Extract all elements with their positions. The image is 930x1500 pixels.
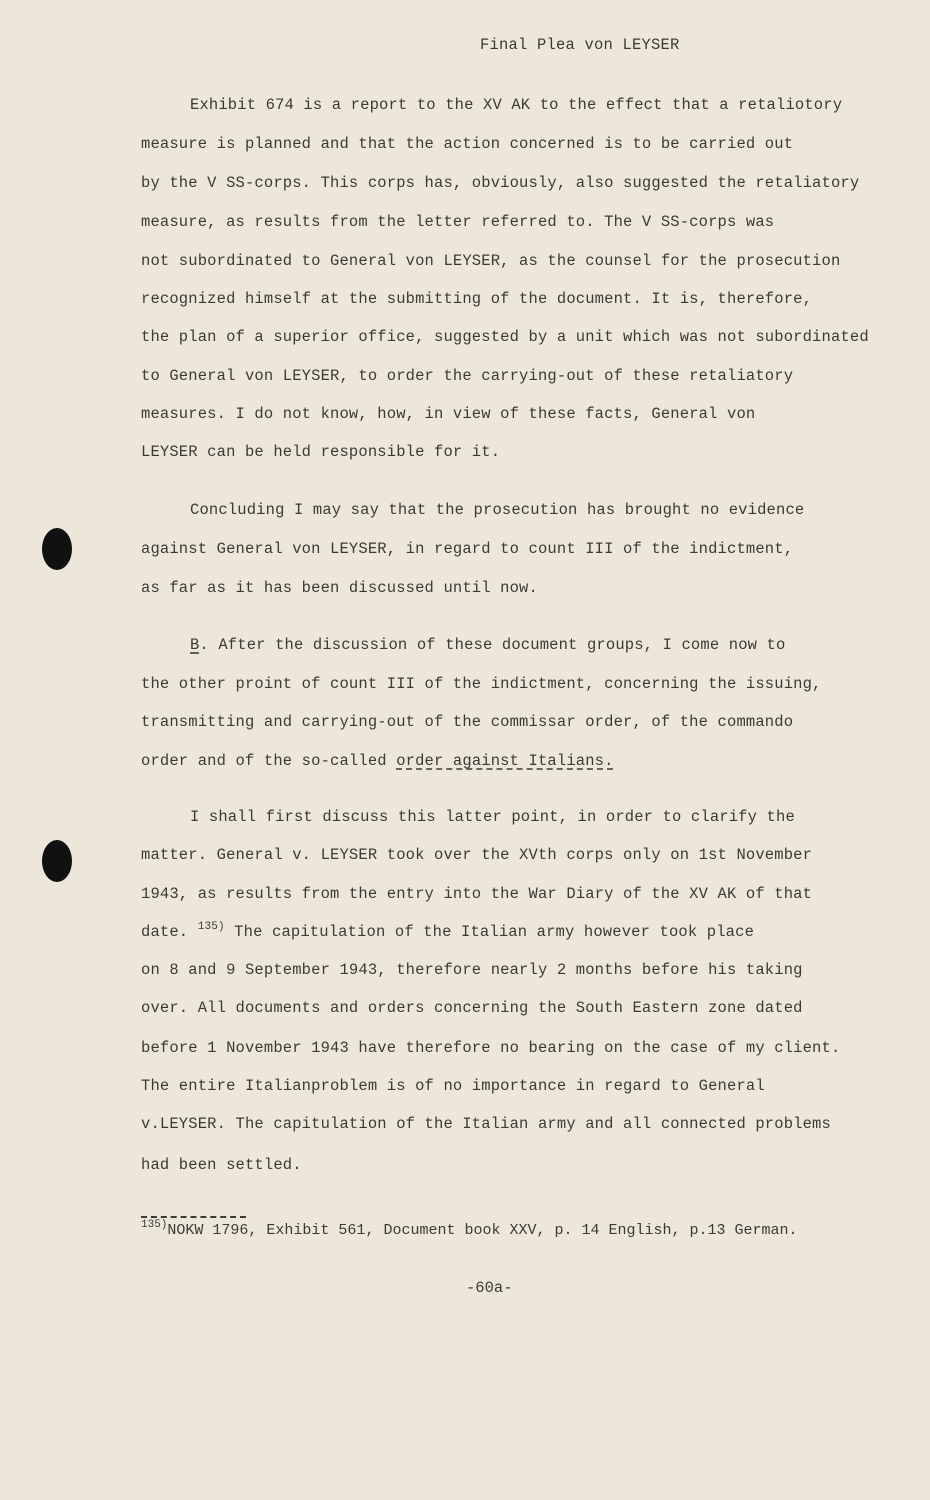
underlined-phrase: order against Italians.: [396, 752, 614, 770]
paragraph-1-line: measures. I do not know, how, in view of these facts, General von: [141, 405, 756, 423]
paragraph-1-line: to General von LEYSER, to order the carrying-out of these retaliatory: [141, 367, 794, 385]
paragraph-3-line: the other proint of count III of the indictment, concerning the issuing,: [141, 675, 822, 693]
paragraph-4-line: I shall first discuss this latter point, in order to clarify the: [190, 808, 795, 826]
page-number: -60a-: [466, 1279, 513, 1297]
paragraph-3-line: B. After the discussion of these document groups, I come now to: [190, 636, 786, 654]
paragraph-2-line: against General von LEYSER, in regard to count III of the indictment,: [141, 540, 794, 558]
paragraph-4-line: v.LEYSER. The capitulation of the Italian army and all connected problems: [141, 1115, 831, 1133]
punch-hole-bottom: [42, 840, 72, 882]
paragraph-3-line: order and of the so-called order against Italians.: [141, 752, 614, 770]
footnote-text: NOKW 1796, Exhibit 561, Document book XXV, p. 14 English, p.13 German.: [167, 1222, 798, 1239]
paragraph-2-line: Concluding I may say that the prosecution has brought no evidence: [190, 501, 805, 519]
paragraph-1-line: the plan of a superior office, suggested by a unit which was not subordinated: [141, 328, 869, 346]
paragraph-3-line: transmitting and carrying-out of the commissar order, of the commando: [141, 713, 794, 731]
paragraph-4-line: on 8 and 9 September 1943, therefore nearly 2 months before his taking: [141, 961, 803, 979]
paragraph-4-line: matter. General v. LEYSER took over the XVth corps only on 1st November: [141, 846, 813, 864]
paragraph-4-line: The entire Italianproblem is of no importance in regard to General: [141, 1077, 765, 1095]
paragraph-4-line: had been settled.: [141, 1156, 302, 1174]
footnote-divider: [141, 1216, 246, 1218]
paragraph-1-line: by the V SS-corps. This corps has, obviously, also suggested the retaliatory: [141, 174, 860, 192]
paragraph-1-line: recognized himself at the submitting of the document. It is, therefore,: [141, 290, 813, 308]
paragraph-2-line: as far as it has been discussed until now.: [141, 579, 538, 597]
footnote-reference: 135): [197, 921, 225, 933]
paragraph-1-line: LEYSER can be held responsible for it.: [141, 443, 501, 461]
paragraph-4-line: over. All documents and orders concerning the South Eastern zone dated: [141, 999, 803, 1017]
paragraph-1-line: not subordinated to General von LEYSER, as the counsel for the prosecution: [141, 252, 841, 270]
paragraph-4-line: date. $^{135)}$ The capitulation of the Italian army however took place: [141, 921, 755, 941]
paragraph-1-line: Exhibit 674 is a report to the XV AK to the effect that a retaliotory: [190, 96, 843, 114]
footnote: [141, 1219, 798, 1239]
section-marker: B: [190, 636, 200, 654]
footnote-number: 135): [141, 1219, 168, 1231]
punch-hole-top: [42, 528, 72, 570]
paragraph-4-line: before 1 November 1943 have therefore no bearing on the case of my client.: [141, 1039, 841, 1057]
paragraph-1-line: measure, as results from the letter referred to. The V SS-corps was: [141, 213, 775, 231]
paragraph-4-line: 1943, as results from the entry into the War Diary of the XV AK of that: [141, 885, 813, 903]
page-header: Final Plea von LEYSER: [480, 36, 680, 54]
paragraph-1-line: measure is planned and that the action concerned is to be carried out: [141, 135, 794, 153]
